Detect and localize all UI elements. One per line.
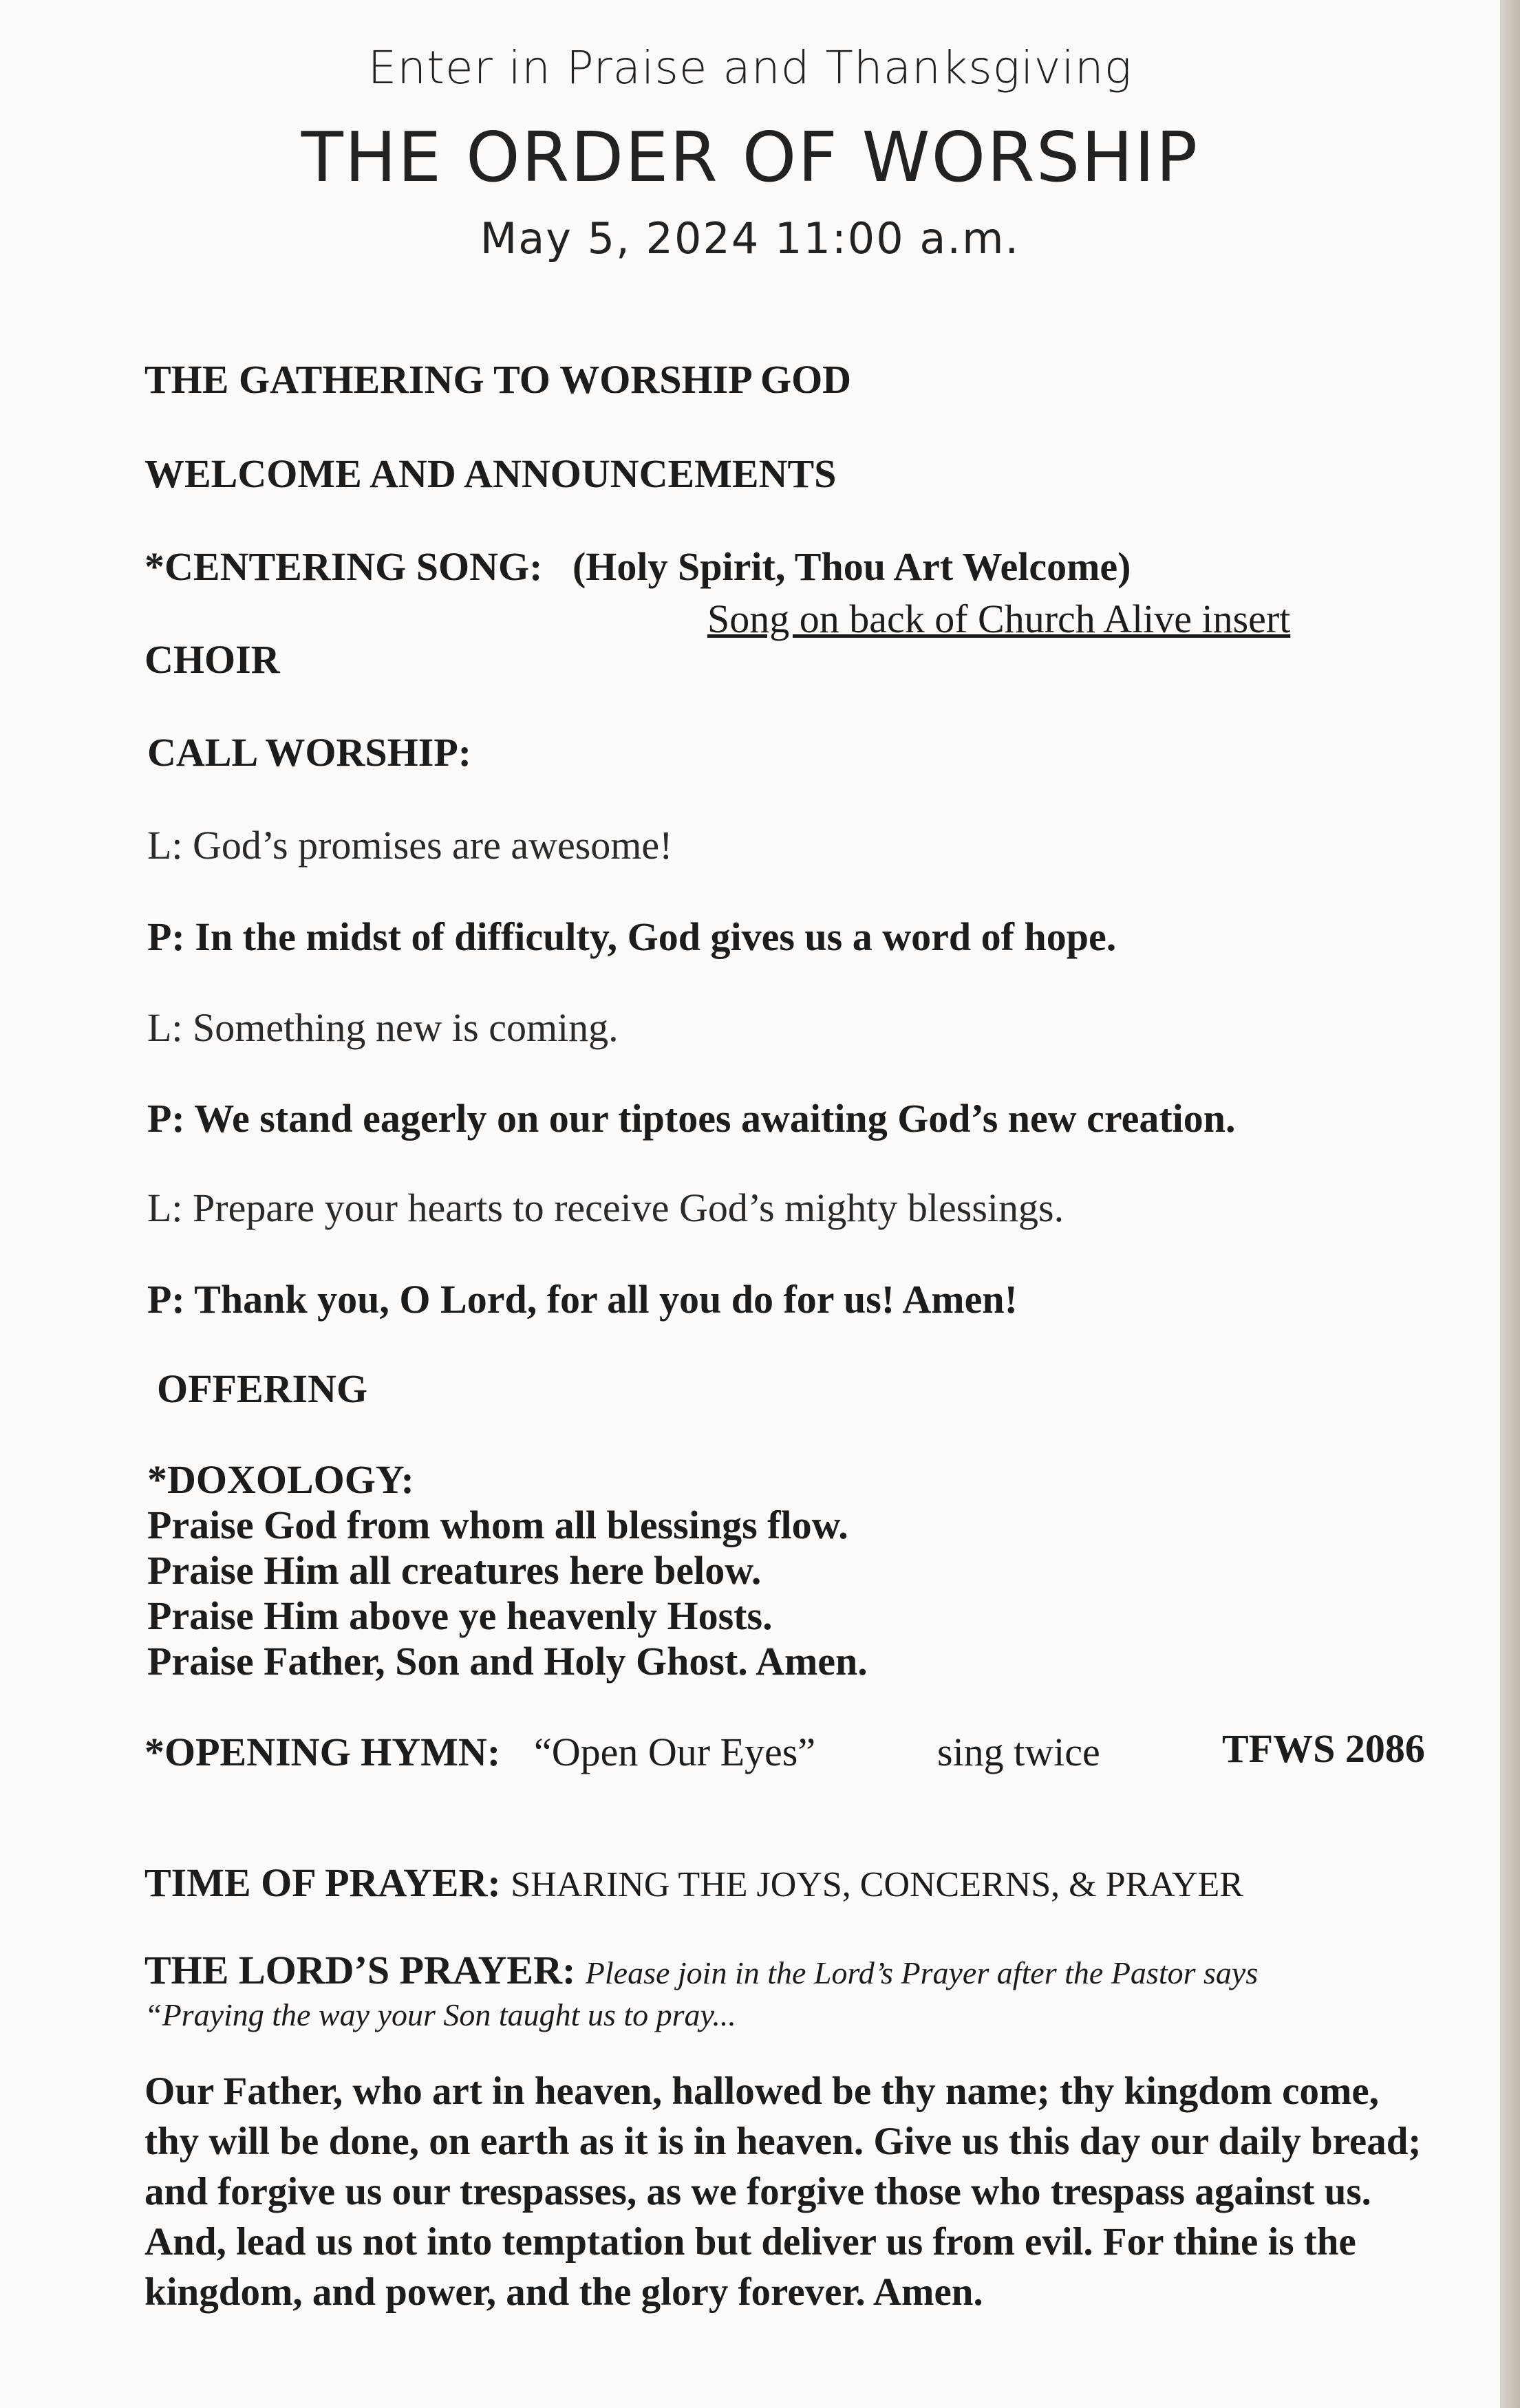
doxology-heading: *DOXOLOGY: <box>147 1457 414 1502</box>
offering-heading: OFFERING <box>157 1366 368 1411</box>
centering-song-label: *CENTERING SONG: <box>144 544 543 589</box>
litany-line: P: Thank you, O Lord, for all you do for us! Amen! <box>147 1277 1018 1322</box>
opening-hymn-note: sing twice <box>937 1730 1100 1774</box>
call-worship-heading: CALL WORSHIP: <box>147 730 472 775</box>
doxology-line: Praise God from whom all blessings flow. <box>147 1503 848 1547</box>
centering-song-note: Song on back of Church Alive insert <box>707 596 1291 641</box>
opening-hymn-title: “Open Our Eyes” <box>534 1730 816 1774</box>
page-subtitle: Enter in Praise and Thanksgiving <box>367 41 1133 94</box>
lords-prayer-instruction-continued: “Praying the way your Son taught us to pray... <box>144 1997 736 2032</box>
centering-song-title: (Holy Spirit, Thou Art Welcome) <box>572 544 1131 589</box>
centering-song <box>144 544 1131 590</box>
doxology-line: Praise Father, Son and Holy Ghost. Amen. <box>147 1639 868 1684</box>
welcome-heading: WELCOME AND ANNOUNCEMENTS <box>144 451 837 496</box>
doxology-line: Praise Him above ye heavenly Hosts. <box>147 1593 773 1638</box>
litany-line: L: Something new is coming. <box>147 1005 619 1050</box>
gathering-heading: THE GATHERING TO WORSHIP GOD <box>144 357 852 402</box>
litany-line: L: God’s promises are awesome! <box>147 823 673 868</box>
page-title: THE ORDER OF WORSHIP <box>301 117 1199 197</box>
litany-line: P: We stand eagerly on our tiptoes awaiting God’s new creation. <box>147 1096 1236 1141</box>
service-date: May 5, 2024 11:00 a.m. <box>480 213 1020 264</box>
litany-line: L: Prepare your hearts to receive God’s mighty blessings. <box>147 1185 1064 1230</box>
choir-heading: CHOIR <box>144 637 280 682</box>
lords-prayer-line <box>144 1947 1258 1993</box>
time-of-prayer <box>144 1860 1243 1906</box>
time-of-prayer-label: TIME OF PRAYER: <box>144 1860 501 1905</box>
time-of-prayer-text: SHARING THE JOYS, CONCERNS, & PRAYER <box>511 1865 1243 1904</box>
opening-hymn-label: *OPENING HYMN: <box>144 1730 501 1774</box>
opening-hymn-number: TFWS 2086 <box>1222 1726 1425 1771</box>
lords-prayer-text: Our Father, who art in heaven, hallowed be thy name; thy kingdom come, thy will be done, on earth as it is in heaven. Give us this day our daily bread; and forgive us our trespasses, as we forgive those who trespass against us. And, lead us not into temptation but deliver us from evil. For thine is the kingdom, and power, and the glory forever. Amen. <box>144 2070 1422 2314</box>
litany-line: P: In the midst of difficulty, God gives us a word of hope. <box>147 914 1117 959</box>
lords-prayer-label: THE LORD’S PRAYER: <box>144 1948 576 1992</box>
doxology-line: Praise Him all creatures here below. <box>147 1548 762 1593</box>
lords-prayer-instruction: Please join in the Lord’s Prayer after the Pastor says <box>585 1955 1259 1990</box>
page-edge <box>1500 0 1520 2408</box>
